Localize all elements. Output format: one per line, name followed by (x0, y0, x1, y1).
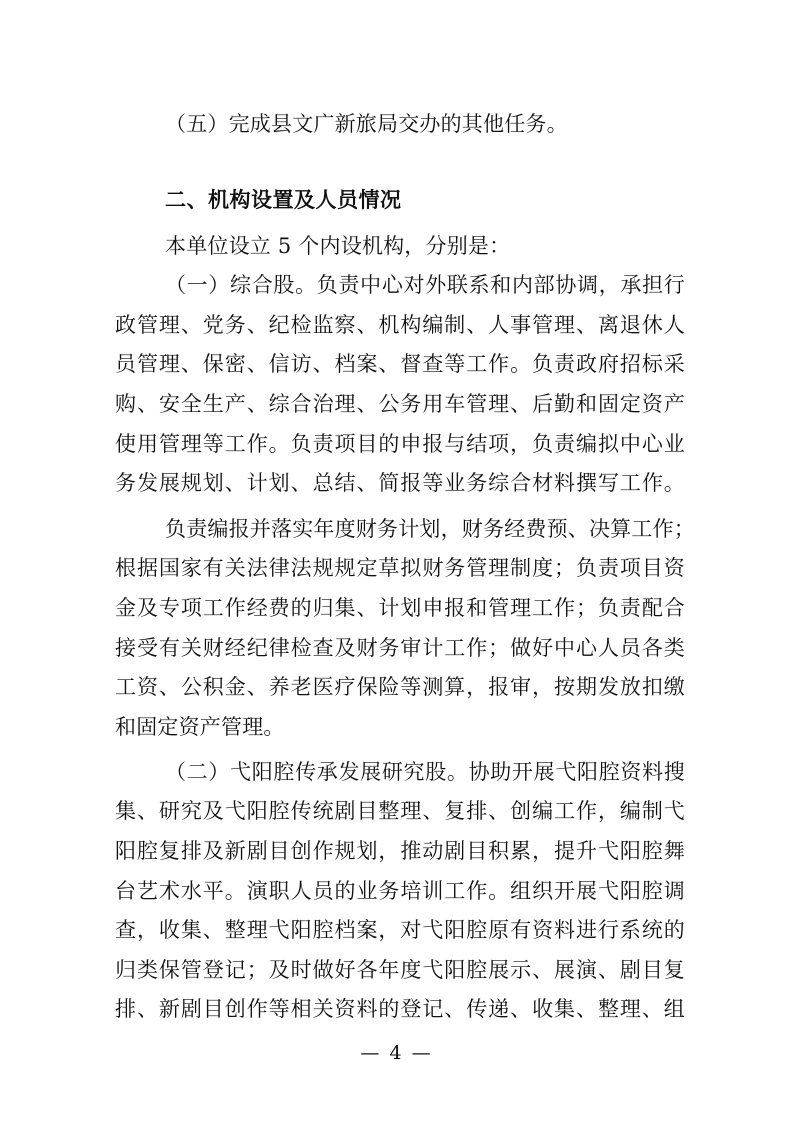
body-line: 购、安全生产、综合治理、公务用车管理、后勤和固定资产 (115, 392, 685, 416)
body-line: 负责编报并落实年度财务计划，财务经费预、决算工作； (165, 517, 695, 541)
body-line: （二）弋阳腔传承发展研究股。协助开展弋阳腔资料搜 (165, 760, 685, 784)
body-line: 集、研究及弋阳腔传统剧目整理、复排、创编工作，编制弋 (115, 799, 685, 823)
body-line: 接受有关财经纪律检查及财务审计工作；做好中心人员各类 (115, 636, 685, 660)
paragraph-item-five: （五）完成县文广新旅局交办的其他任务。 (165, 112, 568, 136)
body-line: 根据国家有关法律法规规定草拟财务管理制度；负责项目资 (115, 556, 685, 580)
body-line: 排、新剧目创作等相关资料的登记、传递、收集、整理、组 (115, 997, 685, 1021)
page-number: — 4 — (360, 1042, 433, 1064)
body-line: 金及专项工作经费的归集、计划申报和管理工作；负责配合 (115, 596, 685, 620)
body-line: 工资、公积金、养老医疗保险等测算，报审，按期发放扣缴 (115, 675, 685, 699)
body-line: 员管理、保密、信访、档案、督查等工作。负责政府招标采 (115, 352, 685, 376)
body-line: 使用管理等工作。负责项目的申报与结项，负责编拟中心业 (115, 432, 685, 456)
body-line: 台艺术水平。演职人员的业务培训工作。组织开展弋阳腔调 (115, 879, 685, 903)
intro-line: 本单位设立 5 个内设机构，分别是： (165, 234, 511, 258)
section-heading: 二、机构设置及人员情况 (165, 188, 402, 212)
body-line: 政管理、党务、纪检监察、机构编制、人事管理、离退休人 (115, 313, 685, 337)
body-line: 归类保管登记；及时做好各年度弋阳腔展示、展演、剧目复 (115, 958, 685, 982)
body-line: （一）综合股。负责中心对外联系和内部协调，承担行 (165, 273, 685, 297)
body-line: 阳腔复排及新剧目创作规划，推动剧目积累，提升弋阳腔舞 (115, 839, 685, 863)
body-line: 和固定资产管理。 (115, 715, 285, 739)
body-line: 查，收集、整理弋阳腔档案，对弋阳腔原有资料进行系统的 (115, 918, 685, 942)
body-line: 务发展规划、计划、总结、简报等业务综合材料撰写工作。 (115, 471, 685, 495)
